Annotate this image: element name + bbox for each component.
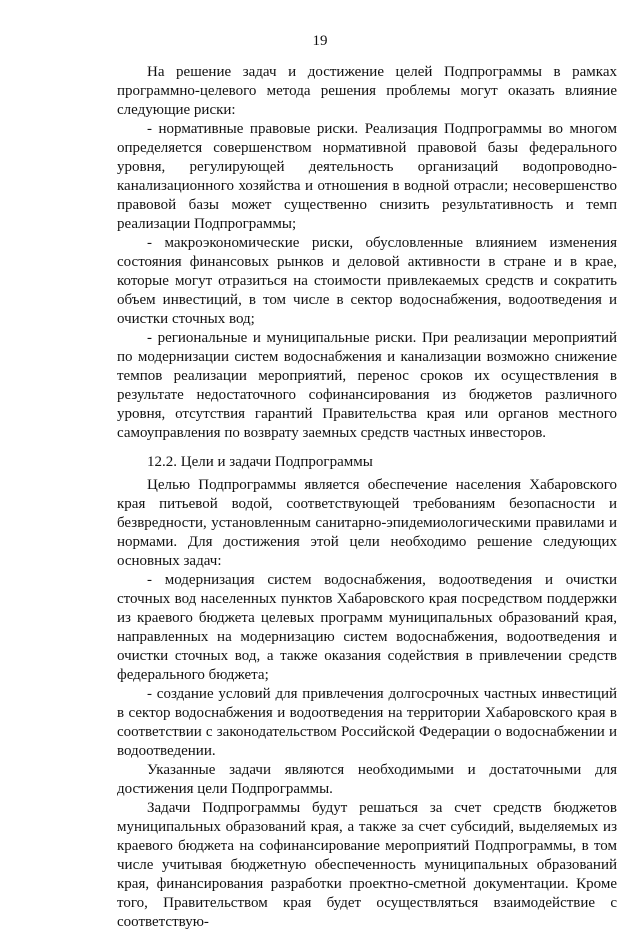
paragraph-legal-risks: - нормативные правовые риски. Реализация Подпрограммы во многом определяется совершенством нормативной правовой базы федерального уровня, регулирующей деятельность организаций водопроводно-канализационного хозяйства и отношения в водной отрасли; несовершенство правовой базы может существенно снизить результативность и темп реализации Подпрограммы; xyxy=(117,121,617,232)
paragraph-macro-risks: - макроэкономические риски, обусловленные влиянием изменения состояния финансовых рынков и деловой активности в стране и в крае, которые могут отразиться на стоимости привлекаемых средств и сократить объем инвестиций, в том числе в сектор водоснабжения, водоотведения и очистки сточных вод; xyxy=(117,235,617,327)
paragraph-goal: Целью Подпрограммы является обеспечение населения Хабаровского края питьевой водой, соответствующей требованиям безопасности и безвредности, установленным санитарно-эпидемиологическими правилами и нормами. Для достижения этой цели необходимо решение следующих основных задач: xyxy=(117,477,617,569)
paragraph-task-investment: - создание условий для привлечения долгосрочных частных инвестиций в сектор водоснабжения и водоотведения на территории Хабаровского края в соответствии с законодательством Российской Федерации о водоснабжении и водоотведении. xyxy=(117,686,617,759)
paragraph-regional-risks: - региональные и муниципальные риски. При реализации мероприятий по модернизации систем водоснабжения и канализации возможно снижение темпов реализации мероприятий, перенос сроков их осуществления в результате недостаточного софинансирования из бюджетов различного уровня, отсутствия гарантий Правительства края или органов местного самоуправления по возврату заемных средств частных инвесторов. xyxy=(117,330,617,441)
page-number: 19 xyxy=(312,33,328,49)
body-text xyxy=(117,63,617,932)
paragraph-financing: Задачи Подпрограммы будут решаться за счет средств бюджетов муниципальных образований края, а также за счет субсидий, выделяемых из краевого бюджета на софинансирование мероприятий Подпрограммы, в том числе учитывая бюджетную обеспеченность муниципальных образований края, финансирования разработки проектно-сметной документации. Кроме того, Правительством края будет осуществляться взаимодействие с соответствую- xyxy=(117,800,617,930)
paragraph-risks-intro: На решение задач и достижение целей Подпрограммы в рамках программно-целевого метода решения проблемы могут оказать влияние следующие риски: xyxy=(117,64,617,118)
paragraph-tasks-sufficient: Указанные задачи являются необходимыми и достаточными для достижения цели Подпрограммы. xyxy=(117,762,617,797)
section-heading: 12.2. Цели и задачи Подпрограммы xyxy=(147,454,373,470)
paragraph-task-modernization: - модернизация систем водоснабжения, водоотведения и очистки сточных вод населенных пунктов Хабаровского края посредством поддержки из краевого бюджета целевых программ муниципальных образований края, направленных на модернизацию систем водоснабжения, водоотведения и очистки сточных вод, а также оказания содействия в привлечении средств федерального бюджета; xyxy=(117,572,617,683)
